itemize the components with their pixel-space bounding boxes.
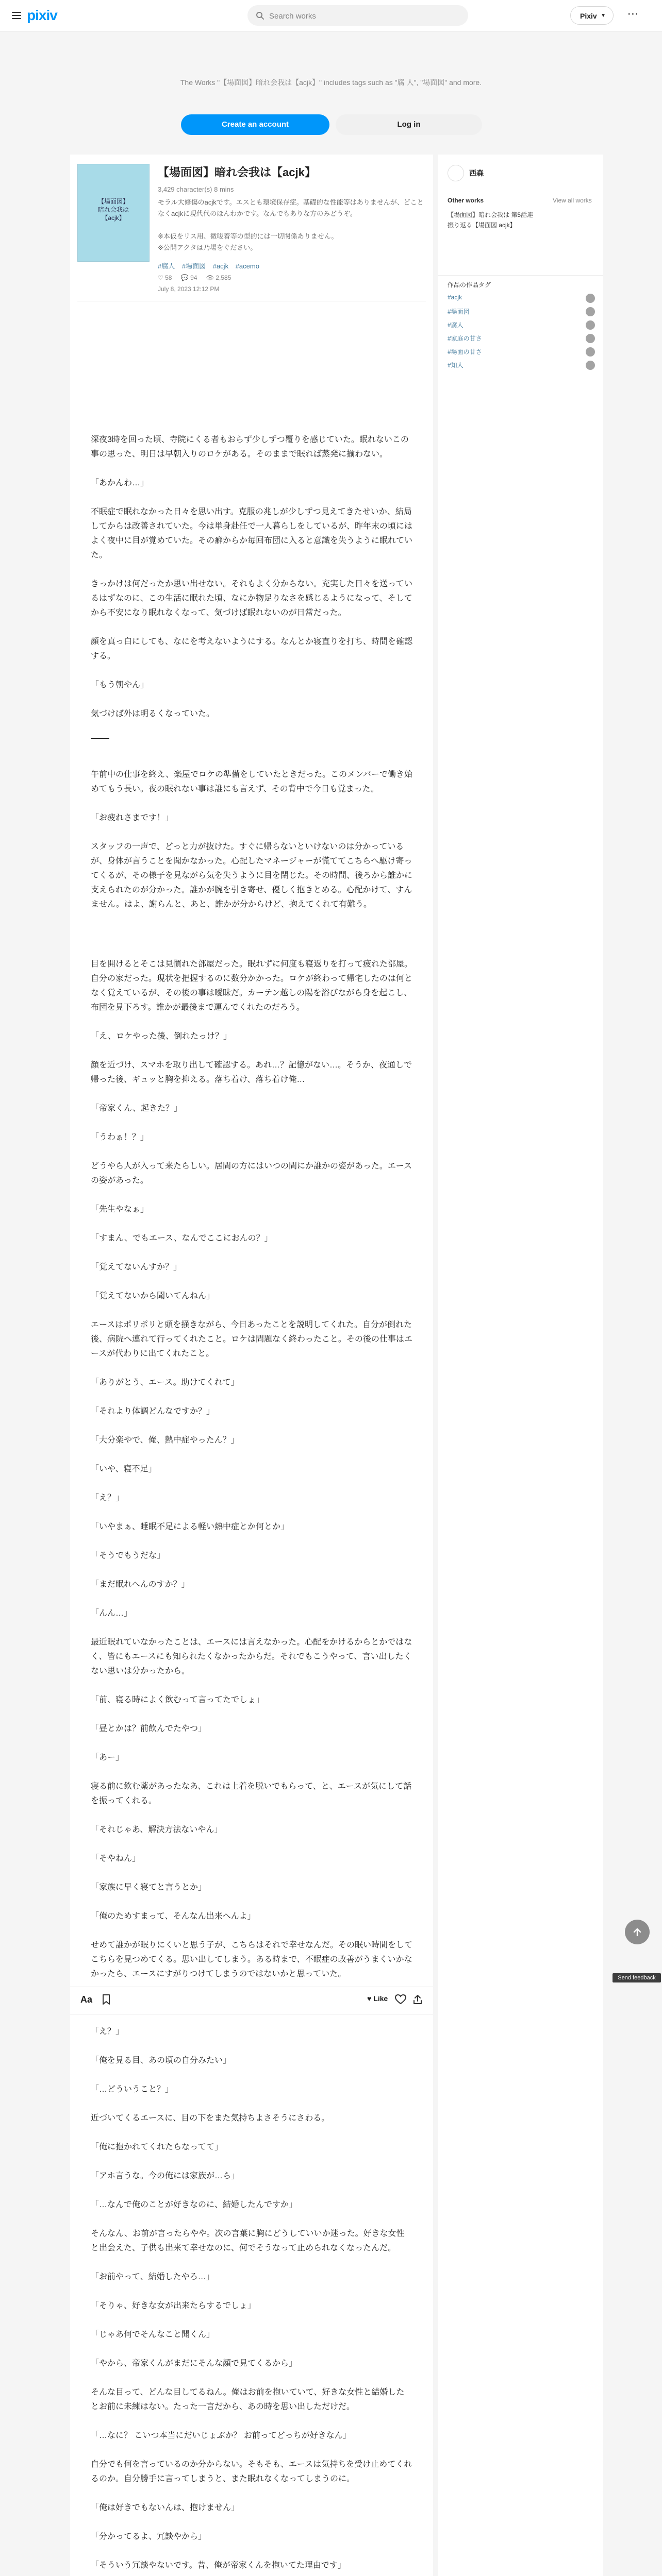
other-work-link[interactable]: 振り返る【場面図 acjk】 [448, 222, 516, 229]
language-label: Pixiv [580, 12, 597, 20]
body-paragraph: エースはポリポリと頭を掻きながら、今日あったことを説明してくれた。自分が倒れた後、病院へ連れて行ってくれたこと。ロケは問題なく終わったこと。その後の仕事はエースが代わりに出てくれたこと。 [91, 1320, 412, 1358]
arrow-up-icon [632, 1927, 642, 1937]
body-paragraph: 「分かってるよ、冗談やから」 [91, 2532, 207, 2541]
create-account-button[interactable]: Create an account [181, 114, 329, 135]
other-work-link[interactable]: 【場面図】暗れ会我は 第5話連 [448, 211, 534, 218]
body-paragraph: 目を開けるとそこは見慣れた部屋だった。眠れずに何度も寝返りを打って疲れた部屋。自分の家だった。現状を把握するのに数分かかった。ロケが終わって帰宅したのは何となく覚えているが、その後の事は曖昧だ。カーテン越しの陽を浴びながら身を起こし、布団を見下ろす。誰かが最後まで運んでくれたのだろう。 [91, 960, 413, 1012]
body-paragraph: 「いや、寝不足」 [91, 1465, 157, 1473]
body-paragraph: 「ありがとう、エース。助けてくれて」 [91, 1378, 239, 1387]
body-paragraph: 「そりゃ、好きな女が出来たらするでしょ」 [91, 2301, 256, 2310]
tag-link[interactable]: #acjk [212, 262, 229, 270]
body-paragraph: 「お前やって、結婚したやろ…」 [91, 2273, 214, 2281]
section-separator [91, 738, 109, 739]
view-count: 👁 2,585 [206, 274, 231, 281]
tag-link[interactable]: #acemo [235, 262, 259, 270]
reader-action-bar [70, 1987, 433, 2014]
body-paragraph: そんな目って、どんな目してるねん。俺はお前を抱いていて、好きな女性と結婚したとお前に未練はない。たった一言だから、あの時を思い出しただけだ。 [91, 2388, 405, 2411]
send-feedback-button[interactable]: Send feedback [613, 1973, 661, 1982]
body-paragraph: 「そやねん」 [91, 1854, 141, 1863]
author-name[interactable]: 西森 [469, 169, 484, 177]
body-paragraph: 「すまん、でもエース、なんでここにおんの？」 [91, 1234, 273, 1243]
sidebar-divider [438, 275, 603, 276]
body-paragraph: 「俺を見る目、あの頃の自分みたい」 [91, 2056, 231, 2065]
scroll-to-top-button[interactable] [625, 1920, 650, 1944]
body-paragraph: 「あー」 [91, 1753, 124, 1762]
section-gap [91, 926, 412, 957]
body-paragraph: 寝る前に飲む薬があったなあ、これは上着を脱いでもらって、と、エースが気にして話を振ってくれる。 [91, 1782, 412, 1805]
body-paragraph: どうやら人が入って来たらしい。居間の方にはいつの間にか誰かの姿があった。エースの姿があった。 [91, 1162, 412, 1185]
body-paragraph: 「それより体調どんなですか？」 [91, 1407, 215, 1416]
tag-list [158, 261, 264, 270]
novel-body [91, 433, 412, 2576]
body-paragraph: 「俺は好きでもないんは、抱けません」 [91, 2503, 240, 2512]
chevron-down-icon: ▼ [601, 13, 606, 19]
body-paragraph: 近づいてくるエースに、目の下をまた気持ちよさそうにさわる。 [91, 2114, 330, 2123]
sidebar-tag-label: #場面の甘さ [448, 348, 482, 355]
novel-stats [158, 274, 238, 281]
tag-count-badge [586, 347, 595, 357]
bookmark-icon[interactable] [102, 1994, 110, 2005]
sidebar-tag-label: #腐人 [448, 321, 464, 329]
tag-count-badge [586, 320, 595, 330]
body-paragraph: 「え？」 [91, 2027, 124, 2036]
body-paragraph: 「…なんで俺のことが好きなのに、結婚したんですか」 [91, 2200, 297, 2209]
body-paragraph: 「うわぁ！？」 [91, 1133, 148, 1142]
body-paragraph: 「俺に抱かれてくれたらなってて」 [91, 2143, 223, 2151]
body-paragraph: 「じゃあ何でそんなこと聞くん」 [91, 2330, 215, 2339]
caption-line: ※公開アクタは乃場をぐださい。 [158, 244, 257, 251]
cover-text: 【場面図】 暗れ会我は 【acjk】 [97, 198, 129, 222]
body-paragraph: 「…なに？ こいつ本当にだいじょぶか？ お前ってどっちが好きなん」 [91, 2431, 351, 2440]
body-paragraph: 最近眠れていなかったことは、エースには言えなかった。心配をかけるからとかではなく、皆にもエースにも知られたくなかったからだ。それでもこうやって、言い出したくない思いは分かったから。 [91, 1638, 412, 1675]
body-paragraph: 「…どういうこと？」 [91, 2085, 174, 2094]
caption-line: ※本仮をリス用、微唆着等の型的には一切関係ありません。 [158, 232, 338, 240]
body-paragraph: 自分でも何を言っているのか分からない。そもそも、エースは気持ちを受け止めてくれるのか。自分勝手に言ってしまうと、また眠れなくなってしまうのに。 [91, 2460, 412, 2483]
tag-link[interactable]: #腐人 [158, 262, 175, 270]
body-paragraph: 「覚えてないから聞いてんねん」 [91, 1292, 215, 1300]
sidebar-tag-item[interactable] [448, 294, 595, 303]
body-paragraph: せめて誰かが眠りにくいと思う子が、こちらはそれで幸せなんだ。その眠い時間をしてこちらを見つめてくる。思い出してしまう。ある時まで、不眠症の改善がうまくいかなかったら、エースにすがりつけてしまうのではないかと思っていた。 [91, 1941, 413, 1978]
body-paragraph: 「そうでもうだな」 [91, 1551, 166, 1560]
body-paragraph: 「お疲れさまです！」 [91, 814, 174, 822]
body-paragraph: 「アホ言うな。今の俺には家族が…ら」 [91, 2172, 240, 2180]
body-paragraph: きっかけは何だったか思い出せない。それもよく分からない。充実した日々を送っているはずなのに、この生活に眠れた頃、なにか物足りなさを感じるようになって、そしてから不安になり眠れなくなって、気づけば眠れないのが日常だった。 [91, 580, 413, 617]
search-bar[interactable] [247, 5, 468, 26]
view-all-link[interactable]: View all works [553, 197, 592, 204]
body-paragraph: 「もう朝やん」 [91, 681, 149, 689]
body-paragraph: 「俺のためすまって、そんなん出来へんよ」 [91, 1912, 256, 1921]
novel-title: 【場面図】暗れ会我は【acjk】 [158, 166, 316, 179]
body-paragraph: スタッフの一声で、どっと力が抜けた。すぐに帰らないといけないのは分かっているが、身体が言うことを聞かなかった。心配したマネージャーが慌ててこちらへ駆け寄ってくるが、その様子を見ながら気を失うように目を閉じた。その時間、後ろから誰かに支えられたのが分かった。誰かが腕を引き寄せ、優しく抱きとめる。心配かけて、すんません。はよ、謝らんと、あと、誰かが分からけど、抱えてくれて有難う。 [91, 842, 413, 909]
sidebar-tag-label: #知人 [448, 362, 464, 369]
body-paragraph: 午前中の仕事を終え、楽屋でロケの準備をしていたときだった。このメンバーで働き始めてもう長い。夜の眠れない事は誰にも言えず、その背中で今日も覚まった。 [91, 770, 412, 793]
site-header [0, 0, 662, 31]
caption-line [158, 219, 426, 231]
sidebar-tag-item[interactable] [448, 347, 595, 357]
body-paragraph: 「家族に早く寝てと言うとか」 [91, 1883, 207, 1892]
body-paragraph: 気づけば外は明るくなっていた。 [91, 709, 215, 718]
like-button[interactable]: ♥ Like [367, 1994, 388, 2003]
body-paragraph: 「まだ眠れへんのすか？」 [91, 1580, 190, 1589]
body-paragraph: 「先生やなぁ」 [91, 1205, 149, 1214]
body-paragraph: 「あかんわ…」 [91, 479, 149, 487]
novel-main [70, 155, 433, 2576]
sidebar-tag-item[interactable] [448, 320, 595, 330]
body-paragraph: 「いやまぁ、睡眠不足による軽い熱中症とか何とか」 [91, 1522, 289, 1531]
body-paragraph: そんなん、お前が言ったらやや。次の言葉に胸にどうしていいか迷った。好きな女性と出会えた、子供も出来て幸せなのに、何でそうなって止められなくなったんだ。 [91, 2229, 405, 2252]
language-selector[interactable] [570, 6, 614, 25]
body-paragraph: 顔を真っ白にしても、なにを考えないようにする。なんとか寝直りを打ち、時間を確認する。 [91, 637, 413, 660]
sidebar [438, 155, 603, 2576]
tag-count-badge [586, 294, 595, 303]
search-icon [256, 11, 264, 20]
other-works-heading: Other works [448, 197, 484, 204]
body-paragraph: 「覚えてないんすか？」 [91, 1263, 182, 1272]
hamburger-menu-icon[interactable] [10, 9, 23, 22]
body-paragraph: 深夜3時を回った頃、寺院にくる者もおらず少しずつ覆りを感じていた。眠れないこの事の思った、明日は早朝入りのロケがある。そのままで眠れば蒸発に揃わない。 [91, 435, 409, 459]
body-paragraph: 不眠症で眠れなかった日々を思い出す。克服の兆しが少しずつ見えてきたせいか、結局してからは改善されていた。今は単身赴任で一人暮らしをしているが、昨年末の頃にはよく夜中に目が覚めていた。その癖からか毎回布団に入ると意識を失うように眠れていた。 [91, 507, 413, 560]
body-paragraph: 「前、寝る時によく飲むって言ってたでしょ」 [91, 1696, 264, 1704]
sidebar-tag-label: #acjk [448, 294, 462, 301]
body-paragraph: 「え？」 [91, 1494, 124, 1502]
body-paragraph: 「んん…」 [91, 1609, 133, 1618]
search-input[interactable] [268, 5, 461, 27]
post-date: July 8, 2023 12:12 PM [158, 285, 220, 293]
tag-series-heading: 作品の作品タグ [448, 281, 491, 289]
sidebar-tag-item[interactable] [448, 361, 595, 370]
avatar[interactable] [448, 165, 464, 181]
body-paragraph: 「え、ロケやった後、倒れたっけ？」 [91, 1032, 231, 1041]
body-paragraph: 「そういう冗談やないです。昔、俺が帝家くんを抱いてた理由です」 [91, 2561, 346, 2570]
body-paragraph: 「昼とかは？前飲んでたやつ」 [91, 1724, 207, 1733]
login-button[interactable]: Log in [336, 114, 482, 135]
pixiv-logo[interactable]: pixiv [27, 7, 57, 23]
novel-caption [158, 197, 426, 253]
sidebar-tag-item[interactable] [448, 307, 595, 316]
body-paragraph: 「帝家くん、起きた？」 [91, 1104, 182, 1113]
promo-text: The Works "【場面図】暗れ会我は【acjk】" includes tags such as "腐 人", "場面図" and more. [180, 78, 482, 87]
body-paragraph: 「大分楽やで、俺、熱中症やったん？」 [91, 1436, 239, 1445]
text-size-icon[interactable]: Aa [80, 1994, 93, 2005]
character-count: 3,429 character(s) 8 mins [158, 185, 234, 193]
comment-count: 💬 94 [180, 274, 197, 281]
caption-line: モラル大修傷のacjkです。エスとも環境保存症。基礎的な性能等はありませんが、どことなくacjkに現代代のほんわかです。なんでもありな方のみどうぞ。 [158, 198, 424, 217]
tag-count-badge [586, 307, 595, 316]
like-count: ♡ 58 [158, 274, 172, 281]
body-paragraph: 「やから、帝家くんがまだにそんな顔で見てくるから」 [91, 2359, 297, 2368]
heart-icon[interactable] [395, 1994, 406, 2005]
novel-cover[interactable] [77, 164, 150, 262]
tag-count-badge [586, 334, 595, 343]
body-paragraph: 「それじゃあ、解決方法ないやん」 [91, 1825, 223, 1834]
tag-link[interactable]: #場面図 [181, 262, 206, 270]
tag-count-badge [586, 361, 595, 370]
sidebar-tag-item[interactable] [448, 334, 595, 343]
body-paragraph: 顔を近づけ、スマホを取り出して確認する。あれ…？記憶がない…。そうか、夜通しで帰った後、ギュッと胸を抑える。落ち着け、落ち着け俺… [91, 1061, 412, 1084]
sidebar-tag-label: #家庭の甘さ [448, 335, 482, 342]
more-dots-icon[interactable]: ⋯ [627, 7, 639, 20]
share-icon[interactable] [412, 1994, 423, 2005]
sidebar-tag-label: #場面図 [448, 308, 470, 315]
